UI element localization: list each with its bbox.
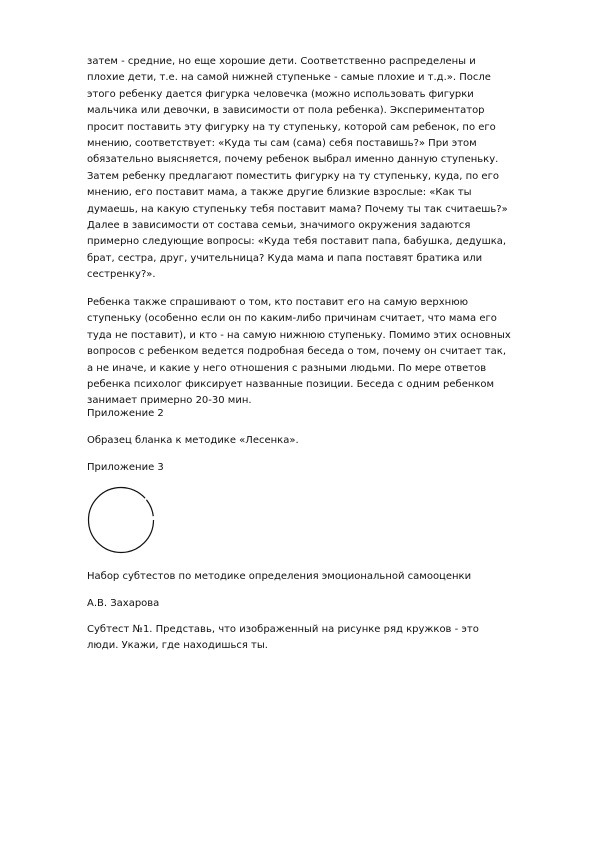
text-line: ребенка психолог фиксирует названные позиции. Беседа с одним ребенком <box>87 379 495 391</box>
text-line: а не иначе, и какие у него отношения с разными людьми. По мере ответов <box>87 362 487 374</box>
text-line: обязательно выясняется, почему ребенок выбрал именно данную ступеньку. <box>87 154 499 166</box>
text-line: люди. Укажи, где находишься ты. <box>87 640 268 652</box>
text-line: этого ребенку дается фигурка человечка (можно использовать фигурки <box>87 88 474 100</box>
text-line: вопросов с ребенком ведется подробная беседа о том, почему он считает так, <box>87 346 507 358</box>
text-line: затем - средние, но еще хорошие дети. Соответственно распределены и <box>87 56 476 67</box>
text-line: мнению, его поставит мама, а также другие близкие взрослые: «Как ты <box>87 187 472 199</box>
text-line: Ребенка также спрашивают о том, кто поставит его на самую верхнюю <box>87 297 469 308</box>
paragraph-ladder-method <box>87 54 557 284</box>
appendix-3-heading: Приложение 3 <box>87 462 164 473</box>
text-line: ступеньку (особенно если он по каким-либо причинам считает, что мама его <box>87 313 497 325</box>
text-line: просит поставить эту фигурку на ту ступеньку, которой сам ребенок, по его <box>87 121 496 133</box>
text-line: мнению, соответствует: «Куда ты сам (сама) себя поставишь?» При этом <box>87 138 477 150</box>
paragraph-conversation <box>87 295 557 410</box>
author-name: А.В. Захарова <box>87 598 160 609</box>
text-line: думаешь, на какую ступеньку тебя поставит мама? Почему ты так считаешь?» <box>87 203 508 215</box>
text-line: туда не поставит), и кто - на самую нижнюю ступеньку. Помимо этих основных <box>87 329 511 341</box>
text-line: Далее в зависимости от состава семьи, значимого окружения задаются <box>87 220 471 232</box>
text-line: брат, сестра, друг, учительница? Куда мама и папа поставят братика или <box>87 252 483 264</box>
text-line: Затем ребенку предлагают поместить фигурку на ту ступеньку, куда, по его <box>87 170 499 182</box>
circle-figure <box>87 486 155 554</box>
text-line: сестренку?». <box>87 269 156 281</box>
text-line: плохие дети, т.е. на самой нижней ступеньке - самые плохие и т.д.». После <box>87 72 491 84</box>
text-line: Субтест №1. Представь, что изображенный на рисунке ряд кружков - это <box>87 624 479 635</box>
appendix-2-text: Образец бланка к методике «Лесенка». <box>87 435 299 446</box>
text-line: занимает примерно 20-30 мин. <box>87 395 252 407</box>
subtest-1-text <box>87 622 557 655</box>
appendix-2-heading: Приложение 2 <box>87 408 164 419</box>
text-line: примерно следующие вопросы: «Куда тебя поставит папа, бабушка, дедушка, <box>87 236 507 248</box>
text-line: мальчика или девочки, в зависимости от пола ребенка). Экспериментатор <box>87 105 485 117</box>
subtests-title: Набор субтестов по методике определения эмоциональной самооценки <box>87 571 472 582</box>
